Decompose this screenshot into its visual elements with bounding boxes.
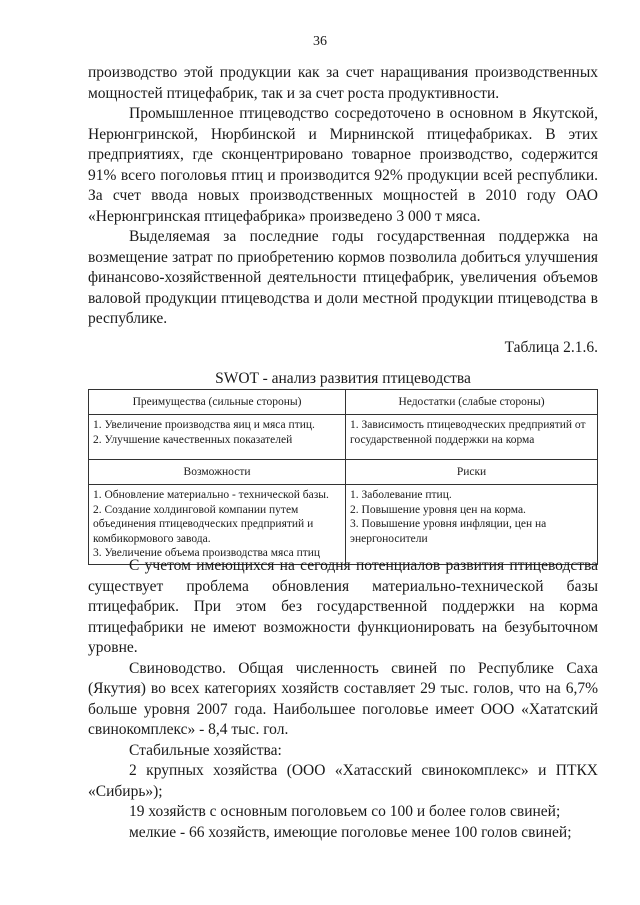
paragraph-1: производство этой продукции как за счет наращивания производственных мощностей птицефабрик, так и за счет роста продуктивности. (88, 64, 598, 102)
opportunity-item: 3. Увеличение объема производства мяса птиц (93, 547, 321, 559)
paragraph-9: мелкие - 66 хозяйств, имеющие поголовье менее 100 голов свиней; (129, 823, 572, 841)
strengths-cell (89, 415, 346, 460)
body-text-top (88, 63, 598, 330)
paragraph-4: С учетом имеющихся на сегодня потенциалов развития птицеводства существует проблема обновления материально-технической базы птицефабрик. При этом без государственной поддержки на корма птицефабрики не имеют возможности функционировать на безубыточном уровне. (88, 557, 598, 656)
table-reference: Таблица 2.1.6. (504, 339, 598, 356)
strength-item: 2. Улучшение качественных показателей (93, 433, 293, 446)
threats-cell (346, 485, 598, 565)
weaknesses-cell (346, 415, 598, 460)
threat-item: 1. Заболевание птиц. (350, 489, 452, 501)
table-row (89, 415, 598, 460)
opportunity-item: 2. Создание холдинговой компании путем объединения птицеводческих предприятий и комбикормового завода. (93, 503, 314, 545)
table-row (89, 460, 598, 485)
strength-item: 1. Увеличение производства яиц и мяса птиц. (93, 419, 315, 431)
threat-item: 2. Повышение уровня цен на корма. (350, 503, 526, 516)
paragraph-6: Стабильные хозяйства: (129, 741, 282, 759)
table-row (89, 485, 598, 565)
table-row (89, 390, 598, 415)
opportunities-header: Возможности (89, 460, 346, 485)
threat-item: 3. Повышение уровня инфляции, цен на энергоносители (350, 518, 547, 545)
paragraph-5: Свиноводство. Общая численность свиней по Республике Саха (Якутия) во всех категориях хозяйств составляет 29 тыс. голов, что на 6,7% больше уровня 2007 года. Наибольшее поголовье имеет ООО «Хататский свинокомплекс» - 8,4 тыс. гол. (88, 659, 598, 738)
opportunities-cell (89, 485, 346, 565)
paragraph-3: Выделяемая за последние годы государственная поддержка на возмещение затрат по приобретению кормов позволила добиться улучшения финансово-хозяйственной деятельности птицефабрик, увеличения объемов валовой продукции птицеводства и доли местной продукции птицеводства в республике. (88, 228, 598, 327)
weaknesses-header: Недостатки (слабые стороны) (346, 390, 598, 415)
paragraph-7: 2 крупных хозяйства (ООО «Хатасский свинокомплекс» и ПТКХ «Сибирь»); (88, 762, 598, 800)
page-number: 36 (313, 34, 327, 49)
strengths-header: Преимущества (сильные стороны) (89, 390, 346, 415)
opportunity-item: 1. Обновление материально - технической базы. (93, 489, 329, 501)
paragraph-2: Промышленное птицеводство сосредоточено в основном в Якутской, Нерюнгринской, Нюрбинской и Мирнинской птицефабриках. В этих предприятиях, где сконцентрировано товарное производство, содержится 91% всего поголовья птиц и производится 92% продукции всей республики. За счет ввода новых производственных мощностей в 2010 году ОАО «Нерюнгринская птицефабрика» произведено 3 000 т мяса. (88, 105, 598, 225)
weakness-item: 1. Зависимость птицеводческих предприятий от государственной поддержки на корма (350, 419, 586, 446)
table-title: SWOT - анализ развития птицеводства (215, 370, 471, 387)
swot-table (88, 389, 598, 565)
body-text-bottom (88, 556, 598, 843)
paragraph-8: 19 хозяйств с основным поголовьем со 100 и более голов свиней; (129, 803, 561, 820)
threats-header: Риски (346, 460, 598, 485)
